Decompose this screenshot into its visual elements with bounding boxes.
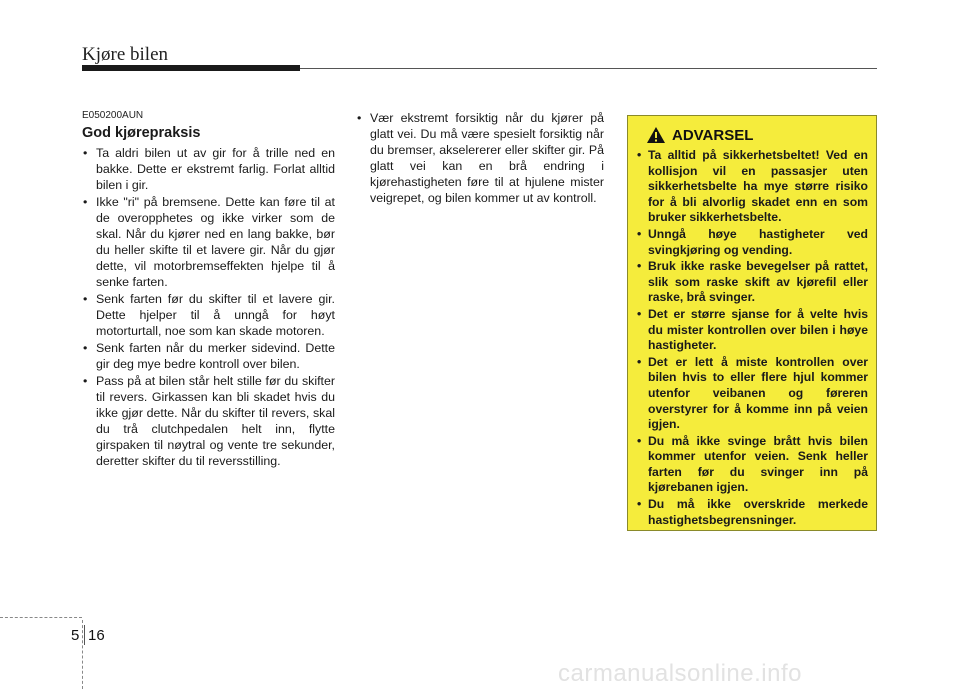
footer-rule-horizontal: [0, 617, 82, 618]
warning-header: [646, 126, 868, 144]
driving-tips-list: [82, 145, 335, 469]
warning-item: • Det er lett å miste kontrollen over bilen hvis to eller flere hjul kommer utenfor veibanen og føreren overstyrer for å komme inn på veien igjen.: [636, 355, 868, 433]
list-item: • Pass på at bilen står helt stille før du skifter til revers. Girkassen kan bli skadet hvis du ikke gjør dette. Når du skifter til revers, skal du trå clutchpedalen helt inn, flytte girspaken til nøytral og vente tre sekunder, deretter skifter du til reversstilling.: [82, 373, 335, 469]
page-header-title: Kjøre bilen: [82, 44, 169, 65]
list-item: • Senk farten før du skifter til et lavere gir. Dette hjelper til å unngå for høyt motorturtall, noe som kan skade motoren.: [82, 291, 335, 339]
warning-list: [636, 148, 868, 528]
warning-box: [627, 115, 877, 531]
warning-item: • Unngå høye hastigheter ved svingkjøring og vending.: [636, 227, 868, 258]
list-item: • Vær ekstremt forsiktig når du kjører på glatt vei. Du må være spesielt forsiktig når du bremser, akselererer eller skifter gir. På glatt vei kan en brå endring i kjørehastigheten føre til at hjulene mister veigrepet, og bilen kommer ut av kontroll.: [356, 110, 604, 206]
warning-item: • Du må ikke overskride merkede hastighetsbegrensninger.: [636, 497, 868, 528]
list-item: • Ikke "ri" på bremsene. Dette kan føre til at de overopphetes og ikke virker som de skal. Når du kjører ned en lang bakke, bør du heller skifte til et lavere gir. Når du gjør dette, vil motorbremseffekten hjelpe til å senke farten.: [82, 194, 335, 290]
watermark: carmanualsonline.info: [558, 660, 802, 687]
header-rule: [300, 68, 877, 69]
warning-triangle-icon: [646, 126, 666, 144]
warning-item: • Ta alltid på sikkerhetsbeltet! Ved en kollisjon vil en passasjer uten sikkerhetsbelte ha mye større risiko for å bli alvorlig skadet enn en som bruker sikkerhetsbelte.: [636, 148, 868, 226]
list-item: • Senk farten når du merker sidevind. Dette gir deg mye bedre kontroll over bilen.: [82, 340, 335, 372]
page-number: 16: [88, 627, 105, 644]
middle-column: [356, 110, 604, 207]
left-column: [82, 110, 335, 470]
warning-item: • Du må ikke svinge brått hvis bilen kommer utenfor veien. Senk heller farten før du svinger inn på kjørebanen igjen.: [636, 434, 868, 496]
section-code: E050200AUN: [82, 110, 144, 121]
driving-tips-list-continued: [356, 110, 604, 206]
page-number-divider: [84, 625, 85, 645]
header-bar: [82, 65, 300, 71]
list-item: • Ta aldri bilen ut av gir for å trille ned en bakke. Dette er ekstremt farlig. Forlat alltid bilen i gir.: [82, 145, 335, 193]
warning-title: ADVARSEL: [672, 126, 754, 144]
section-heading: God kjørepraksis: [82, 125, 201, 141]
warning-item: • Det er større sjanse for å velte hvis du mister kontrollen over bilen i høye hastigheter.: [636, 307, 868, 354]
warning-item: • Bruk ikke raske bevegelser på rattet, slik som raske skift av kjørefil eller raske, brå svinger.: [636, 259, 868, 306]
footer-rule-vertical: [82, 620, 83, 689]
chapter-number: 5: [71, 627, 80, 644]
